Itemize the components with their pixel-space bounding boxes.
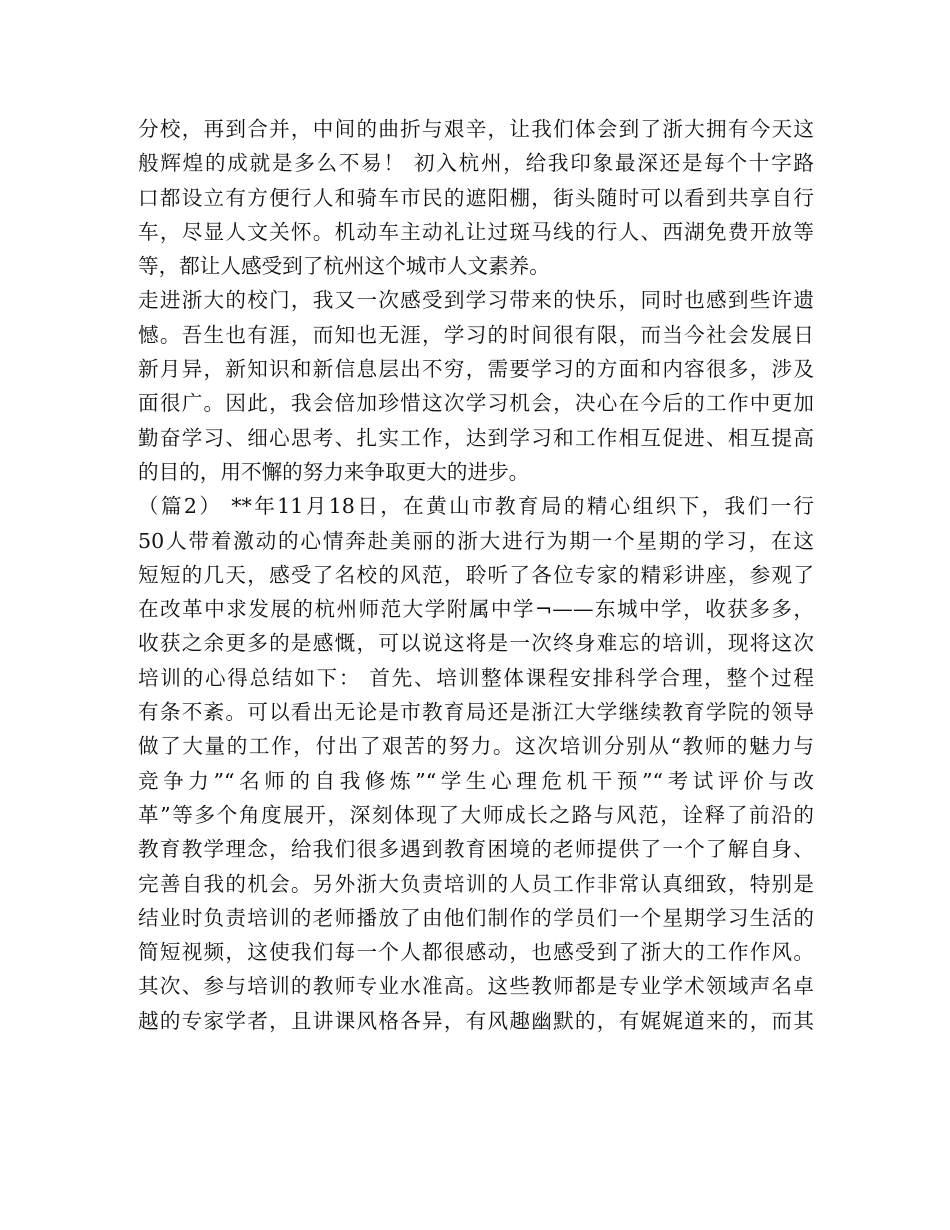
text-line: 50人带着激动的心情奔赴美丽的浙大进行为期一个星期的学习，在这: [138, 528, 814, 553]
text-line: 等，都让人感受到了杭州这个城市人文素养。: [138, 254, 550, 279]
document-body: [138, 112, 814, 1038]
text-line: 有条不紊。可以看出无论是市教育局还是浙江大学继续教育学院的领导: [138, 700, 814, 725]
text-line: 竞争力”“名师的自我修炼”“学生心理危机干预”“考试评价与改: [138, 768, 814, 793]
text-line: （篇2） **年11月18日，在黄山市教育局的精心组织下，我们一行: [138, 494, 814, 519]
text-line: 新月异，新知识和新信息层出不穷，需要学习的方面和内容很多，涉及: [138, 357, 814, 382]
text-line: 简短视频，这使我们每一个人都很感动，也感受到了浙大的工作作风。: [138, 940, 814, 965]
text-line: 口都设立有方便行人和骑车市民的遮阳棚，街头随时可以看到共享自行: [138, 185, 814, 210]
text-line: 完善自我的机会。另外浙大负责培训的人员工作非常认真细致，特别是: [138, 871, 814, 896]
text-line: 革”等多个角度展开，深刻体现了大师成长之路与风范，诠释了前沿的: [138, 802, 814, 827]
text-line: 越的专家学者，且讲课风格各异，有风趣幽默的，有娓娓道来的，而其: [138, 1008, 814, 1033]
text-line: 面很广。因此，我会倍加珍惜这次学习机会，决心在今后的工作中更加: [138, 391, 814, 416]
text-line: 分校，再到合并，中间的曲折与艰辛，让我们体会到了浙大拥有今天这: [138, 117, 814, 141]
text-line: 走进浙大的校门，我又一次感受到学习带来的快乐，同时也感到些许遗: [138, 288, 814, 313]
text-line: 车，尽显人文关怀。机动车主动礼让过斑马线的行人、西湖免费开放等: [138, 219, 814, 244]
text-line: 培训的心得总结如下： 首先、培训整体课程安排科学合理，整个过程: [138, 665, 814, 690]
text-line: 勤奋学习、细心思考、扎实工作，达到学习和工作相互促进、相互提高: [138, 425, 814, 450]
text-line: 在改革中求发展的杭州师范大学附属中学¬——东城中学，收获多多，: [138, 597, 814, 622]
text-line: 收获之余更多的是感慨，可以说这将是一次终身难忘的培训，现将这次: [138, 631, 814, 656]
text-line: 短短的几天，感受了名校的风范，聆听了各位专家的精彩讲座，参观了: [138, 562, 814, 587]
text-line: 做了大量的工作，付出了艰苦的努力。这次培训分别从“教师的魅力与: [138, 734, 814, 759]
text-line: 结业时负责培训的老师播放了由他们制作的学员们一个星期学习生活的: [138, 905, 814, 930]
text-line: 的目的，用不懈的努力来争取更大的进步。: [138, 459, 530, 484]
text-line: 其次、参与培训的教师专业水准高。这些教师都是专业学术领域声名卓: [138, 974, 814, 999]
text-line: 憾。吾生也有涯，而知也无涯，学习的时间很有限，而当今社会发展日: [138, 322, 814, 347]
text-line: 教育教学理念，给我们很多遇到教育困境的老师提供了一个了解自身、: [138, 837, 814, 862]
text-line: 般辉煌的成就是多么不易！ 初入杭州，给我印象最深还是每个十字路: [138, 151, 814, 176]
